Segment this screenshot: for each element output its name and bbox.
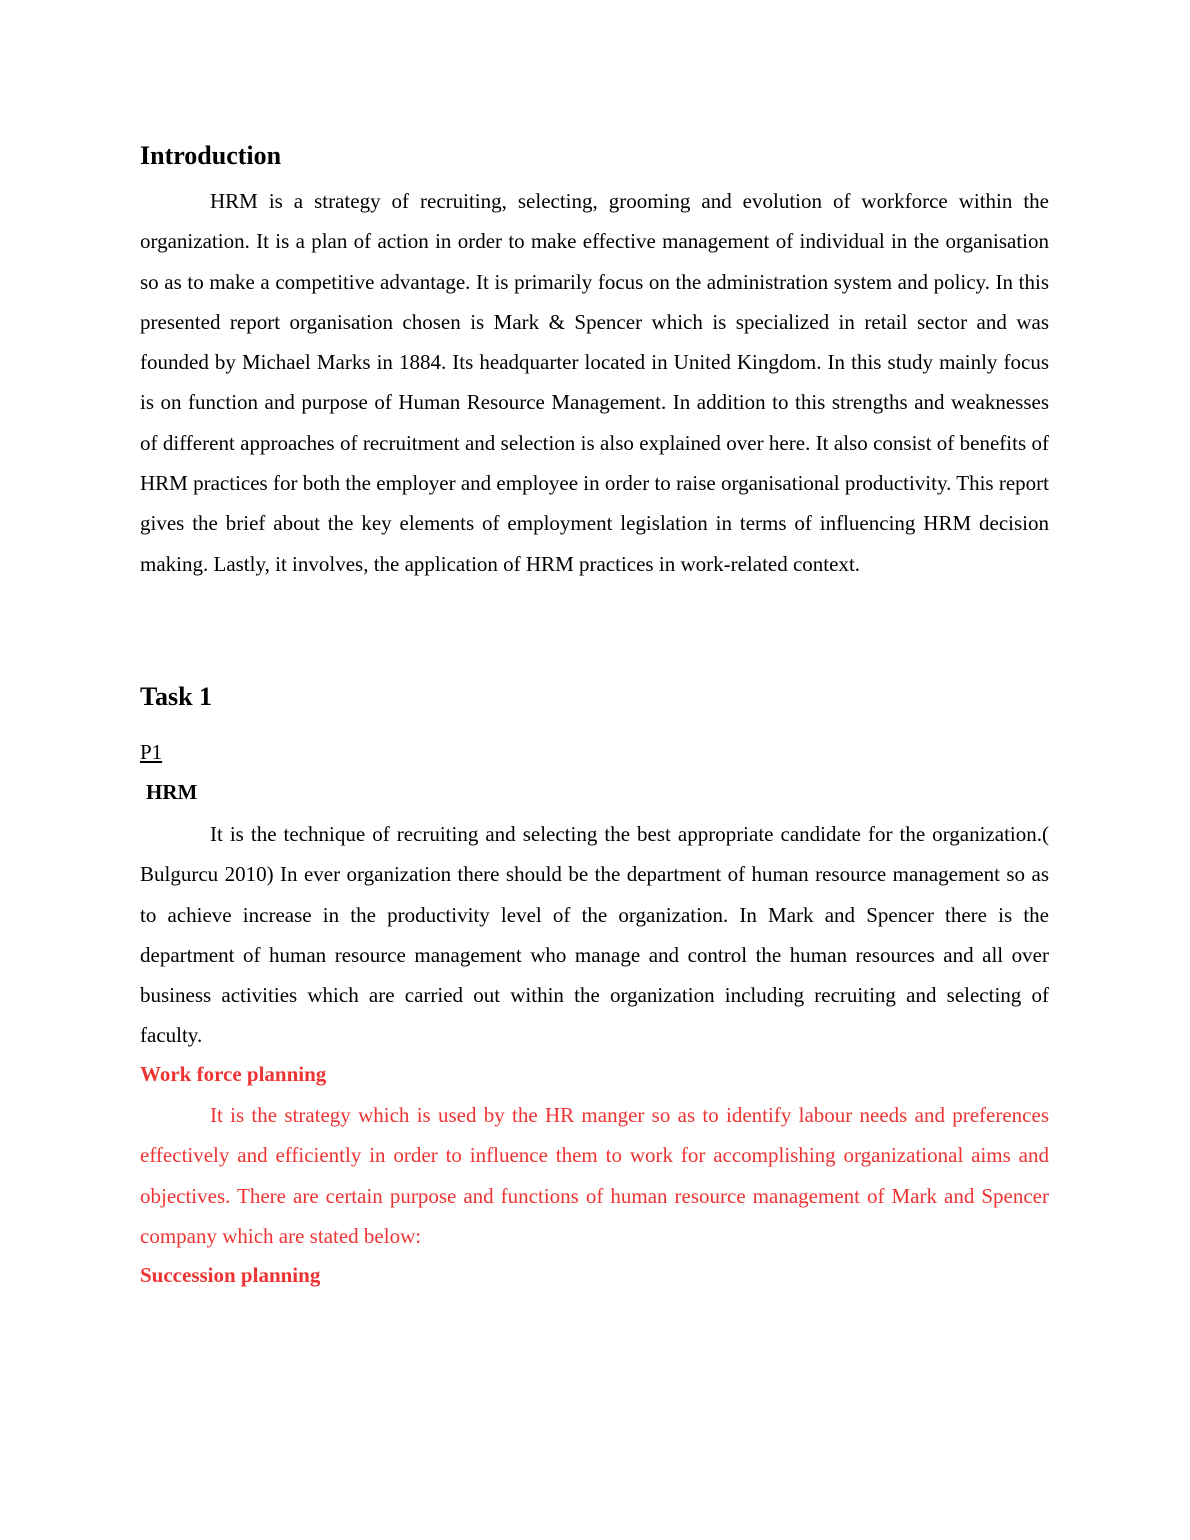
task1-heading: Task 1 (140, 682, 213, 711)
hrm-paragraph: It is the technique of recruiting and selecting the best appropriate candidate for the organization.( Bulgurcu 2010) In ever organization there should be the department of human resource management so as to achieve increase in the productivity level of the organization. In Mark and Spencer there is the department of human resource management who manage and control the human resources and all over business activities which are carried out within the organization including recruiting and selecting of faculty. (140, 822, 1049, 1048)
workforce-planning-paragraph: It is the strategy which is used by the HR manger so as to identify labour needs and preferences effectively and efficiently in order to influence them to work for accomplishing organizational aims and objectives. There are certain purpose and functions of human resource management of Mark and Spencer company which are stated below: (140, 1103, 1049, 1248)
workforce-planning-heading: Work force planning (140, 1062, 327, 1086)
introduction-paragraph: HRM is a strategy of recruiting, selecting, grooming and evolution of workforce within the organization. It is a plan of action in order to make effective management of individual in the organisation so as to make a competitive advantage. It is primarily focus on the administration system and policy. In this presented report organisation chosen is Mark & Spencer which is specialized in retail sector and was founded by Michael Marks in 1884. Its headquarter located in United Kingdom. In this study mainly focus is on function and purpose of Human Resource Management. In addition to this strengths and weaknesses of different approaches of recruitment and selection is also explained over here. It also consist of benefits of HRM practices for both the employer and employee in order to raise organisational productivity. This report gives the brief about the key elements of employment legislation in terms of influencing HRM decision making. Lastly, it involves, the application of HRM practices in work-related context. (140, 189, 1049, 576)
introduction-heading: Introduction (140, 141, 282, 170)
p1-label: P1 (140, 740, 163, 764)
succession-planning-heading: Succession planning (140, 1263, 321, 1287)
hrm-label: HRM (146, 780, 198, 804)
